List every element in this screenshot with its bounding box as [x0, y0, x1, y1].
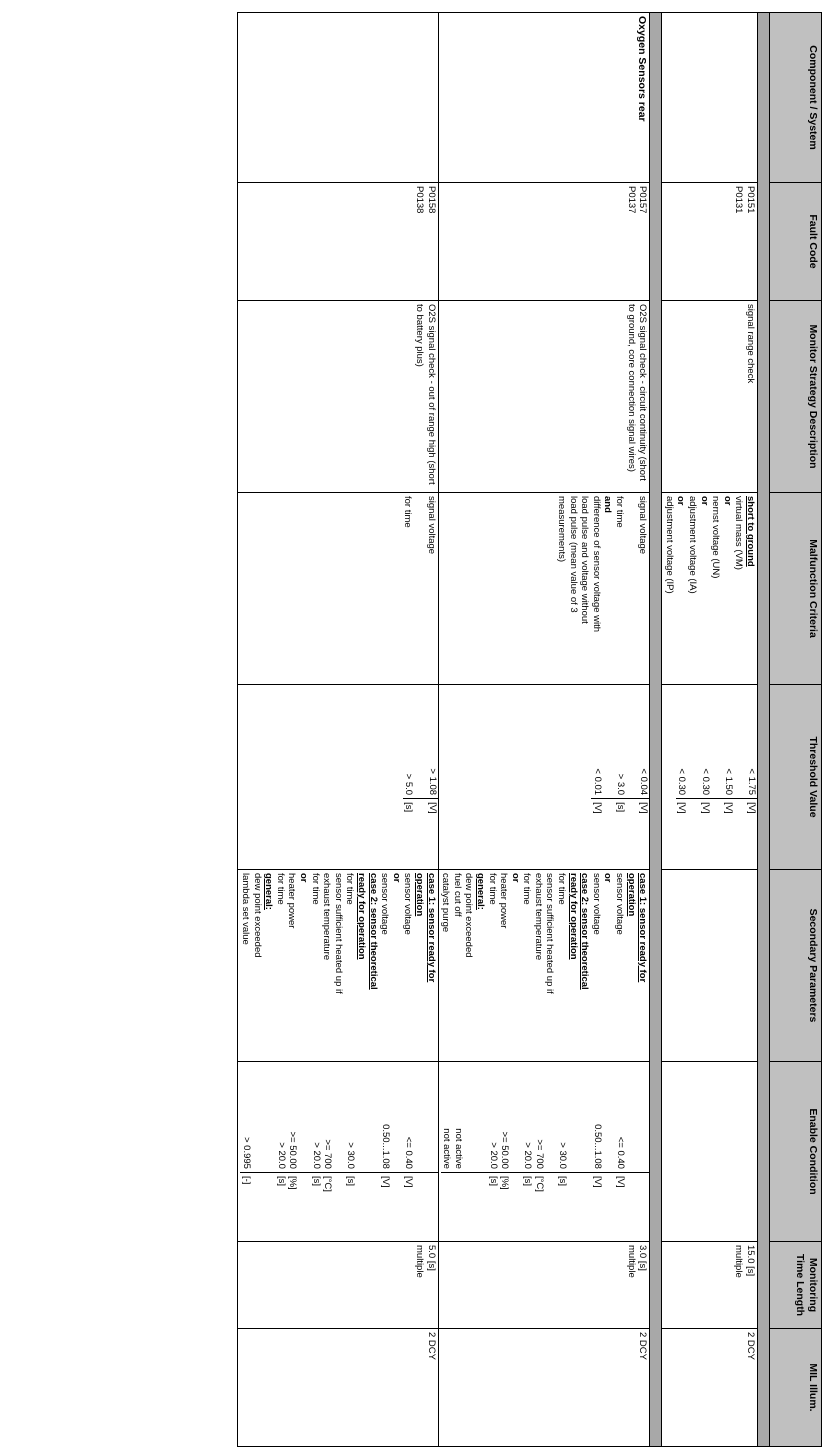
fault-code-cell: [238, 183, 438, 301]
col-monitoring: Monitoring Time Length: [770, 1242, 822, 1329]
cell-line: [687, 685, 699, 795]
cell-line: [414, 685, 426, 795]
component-cell: [662, 13, 758, 183]
cell-line: signal voltage: [425, 496, 437, 555]
cell-line: [391, 1176, 403, 1241]
cell-line: 0.50...1.08: [380, 1124, 392, 1169]
cell-line: [426, 1062, 438, 1169]
enable-units: [240, 1173, 437, 1241]
cell-line: [264, 1062, 276, 1169]
criteria-cell: [238, 493, 438, 685]
cell-line: [356, 1176, 368, 1241]
col-component: Component / System: [770, 13, 822, 183]
cell-line: <= 0.40: [403, 1136, 415, 1169]
cell-line: P0157: [637, 186, 649, 214]
cell-line: > 20.0: [275, 1142, 287, 1169]
cell-line: <= 0.40: [615, 1136, 627, 1169]
enable-cell: [238, 1062, 438, 1242]
cell-line: [626, 802, 638, 869]
cell-line: [626, 685, 638, 795]
cell-line: P0151: [745, 186, 756, 214]
enable-units: [441, 1173, 650, 1241]
col-criteria: Malfunction Criteria: [770, 493, 822, 685]
obd-monitor-table: [237, 12, 822, 1447]
cell-line: operation: [413, 873, 425, 917]
col-secondary: Secondary Parameters: [770, 870, 822, 1062]
cell-line: [510, 1062, 522, 1169]
cell-line: [V]: [638, 802, 650, 814]
cell-line: [510, 1176, 522, 1241]
strategy-cell: O2S signal check - out of range high (short to battery plus): [238, 301, 438, 493]
threshold-units: [591, 799, 649, 869]
cell-line: for time: [274, 873, 286, 905]
cell-line: [V]: [615, 1175, 627, 1188]
cell-line: > 20.0: [487, 1142, 499, 1169]
cell-line: not active: [452, 1128, 464, 1169]
cell-line: [603, 1176, 615, 1241]
cell-line: for time: [521, 873, 533, 905]
cell-line: < 1.50: [722, 768, 734, 796]
cell-line: [°C]: [533, 1175, 545, 1192]
cell-line: 5.0 [s]: [425, 1245, 437, 1271]
cell-line: general:: [474, 873, 486, 910]
cell-line: > 20.0: [522, 1142, 534, 1169]
separator-row: [650, 13, 662, 1447]
cell-line: > 1.08: [426, 768, 438, 796]
cell-line: [356, 1062, 368, 1169]
cell-line: or: [698, 496, 710, 506]
cell-line: or: [390, 873, 402, 883]
cell-line: [298, 1176, 310, 1241]
cell-line: [264, 1176, 276, 1241]
mil-cell: 2 DCY: [662, 1329, 758, 1447]
col-mil: MIL Illum.: [770, 1329, 822, 1447]
cell-line: nernst voltage (UN): [710, 496, 722, 579]
cell-line: > 0.995: [241, 1137, 253, 1169]
threshold-split: [591, 685, 649, 869]
threshold-values: [676, 685, 757, 799]
cell-line: [%]: [287, 1175, 299, 1190]
secondary-cell: [662, 870, 758, 1062]
cell-line: [734, 802, 746, 869]
fault-code-cell: [438, 183, 650, 301]
cell-line: multiple: [733, 1245, 745, 1278]
cell-line: [625, 496, 637, 681]
cell-line: or: [509, 873, 521, 883]
separator-row: [758, 13, 770, 1447]
cell-line: for time: [486, 873, 498, 905]
cell-line: >= 50.00: [287, 1131, 299, 1169]
cell-line: [687, 802, 699, 869]
component-cell: [238, 13, 438, 183]
col-strategy: Monitor Strategy Description: [770, 301, 822, 493]
cell-line: [734, 685, 746, 795]
cell-line: [°C]: [322, 1175, 334, 1192]
cell-line: exhaust temperature: [532, 873, 544, 961]
table-row: [238, 13, 438, 1447]
enable-values: [240, 1062, 437, 1173]
cell-line: P0137: [625, 186, 637, 214]
threshold-units: [676, 799, 757, 869]
threshold-cell: [662, 685, 758, 870]
cell-line: [368, 1176, 380, 1241]
cell-line: [s]: [275, 1175, 287, 1186]
monitoring-cell: [438, 1242, 650, 1329]
enable-values: [441, 1062, 650, 1173]
cell-line: [V]: [676, 802, 688, 814]
cell-line: [580, 1062, 592, 1169]
table-row: [438, 13, 650, 1447]
cell-line: [V]: [722, 802, 734, 814]
strategy-cell: signal range check: [662, 301, 758, 493]
cell-line: [603, 802, 615, 869]
threshold-values: [403, 685, 438, 799]
cell-line: ready for operation: [567, 873, 579, 960]
cell-line: adjustment voltage (IP): [663, 496, 675, 594]
fault-code-cell: [662, 183, 758, 301]
threshold-split: [676, 685, 757, 869]
cell-line: for time: [556, 873, 568, 905]
mil-cell: 2 DCY: [438, 1329, 650, 1447]
threshold-cell: [238, 685, 438, 870]
cell-line: [638, 1062, 650, 1169]
cell-line: < 0.30: [676, 768, 688, 796]
cell-line: [711, 802, 723, 869]
cell-line: multiple: [625, 1245, 637, 1278]
cell-line: P0158: [425, 186, 437, 214]
cell-line: [V]: [699, 802, 711, 814]
cell-line: sensor voltage: [590, 873, 602, 935]
threshold-units: [403, 799, 438, 869]
separator-cell: [650, 13, 662, 1447]
cell-line: < 0.04: [638, 768, 650, 796]
enable-cell: [438, 1062, 650, 1242]
header-row: [770, 13, 822, 1447]
cell-line: adjustment voltage (IA): [687, 496, 699, 594]
cell-line: virtual mass (VM): [733, 496, 745, 570]
cell-line: 15.0 [s]: [745, 1245, 756, 1277]
enable-split: [441, 1062, 650, 1241]
cell-line: [V]: [403, 1175, 415, 1188]
cell-line: [V]: [591, 1175, 603, 1188]
cell-line: [711, 685, 723, 795]
cell-line: [464, 1176, 476, 1241]
cell-line: [V]: [746, 802, 757, 814]
cell-line: [333, 1062, 345, 1169]
cell-line: [252, 1176, 264, 1241]
cell-line: heater power: [498, 873, 510, 929]
cell-line: catalyst purge: [440, 873, 452, 933]
cell-line: operation: [625, 873, 637, 917]
component-cell: Oxygen Sensors rear: [438, 13, 650, 183]
cell-line: difference of sensor voltage with: [590, 496, 602, 633]
cell-line: [V]: [591, 802, 603, 814]
cell-line: measurements): [556, 496, 568, 562]
cell-line: [626, 1176, 638, 1241]
cell-line: signal voltage: [637, 496, 649, 555]
cell-line: short to ground: [745, 496, 756, 567]
cell-line: [391, 1062, 403, 1169]
col-enable: Enable Condition: [770, 1062, 822, 1242]
cell-line: for time: [402, 496, 414, 528]
cell-line: > 20.0: [310, 1142, 322, 1169]
cell-line: fuel cut off: [451, 873, 463, 917]
cell-line: general:: [263, 873, 275, 910]
cell-line: sensor sufficient heated up if: [332, 873, 344, 994]
cell-line: ready for operation: [356, 873, 367, 960]
cell-line: dew point exceeded: [251, 873, 263, 958]
cell-line: sensor voltage: [402, 873, 414, 935]
secondary-cell: [438, 870, 650, 1062]
cell-line: or: [602, 873, 614, 883]
cell-line: or: [721, 496, 733, 506]
cell-line: load pulse (mean value of 3: [567, 496, 579, 613]
cell-line: [426, 1176, 438, 1241]
secondary-cell: [238, 870, 438, 1062]
cell-line: case 2: sensor theoretical: [579, 873, 591, 990]
cell-line: sensor voltage: [614, 873, 626, 935]
cell-line: [475, 1062, 487, 1169]
criteria-cell: [438, 493, 650, 685]
cell-line: multiple: [413, 1245, 425, 1278]
cell-line: [414, 1062, 426, 1169]
cell-line: [441, 1176, 453, 1241]
cell-line: for time: [344, 873, 356, 905]
cell-line: heater power: [286, 873, 298, 929]
cell-line: [568, 1176, 580, 1241]
cell-line: [603, 1062, 615, 1169]
cell-line: or: [675, 496, 687, 506]
cell-line: 3.0 [s]: [637, 1245, 649, 1271]
cell-line: [638, 1176, 650, 1241]
threshold-split: [403, 685, 438, 869]
cell-line: [626, 1062, 638, 1169]
cell-line: [s]: [615, 802, 627, 813]
cell-line: [%]: [499, 1175, 511, 1190]
monitoring-cell: [662, 1242, 758, 1329]
cell-line: [545, 1062, 557, 1169]
col-fault-code: Fault Code: [770, 183, 822, 301]
cell-line: [s]: [403, 802, 415, 813]
cell-line: > 5.0: [403, 773, 415, 796]
cell-line: [298, 1062, 310, 1169]
cell-line: > 30.0: [557, 1142, 569, 1169]
col-threshold: Threshold Value: [770, 685, 822, 870]
cell-line: [V]: [426, 802, 438, 814]
cell-line: [-]: [241, 1175, 253, 1185]
cell-line: [s]: [487, 1175, 499, 1186]
cell-line: [603, 685, 615, 795]
separator-cell: [758, 13, 770, 1447]
cell-line: < 1.75: [746, 768, 757, 796]
mil-cell: 2 DCY: [238, 1329, 438, 1447]
cell-line: [s]: [557, 1175, 569, 1186]
cell-line: [414, 1176, 426, 1241]
cell-line: case 2: sensor theoretical: [367, 873, 379, 990]
cell-line: sensor voltage: [379, 873, 391, 935]
strategy-cell: O2S signal check - circuit continuity (short to ground, core connection signal wires): [438, 301, 650, 493]
cell-line: not active: [441, 1128, 453, 1169]
cell-line: for time: [309, 873, 321, 905]
cell-line: or: [298, 873, 310, 883]
threshold-values: [591, 685, 649, 799]
cell-line: dew point exceeded: [463, 873, 475, 958]
cell-line: > 30.0: [345, 1142, 357, 1169]
table-row: [662, 13, 758, 1447]
cell-line: [s]: [310, 1175, 322, 1186]
enable-cell: [662, 1062, 758, 1242]
monitoring-cell: [238, 1242, 438, 1329]
cell-line: [580, 1176, 592, 1241]
cell-line: < 0.30: [699, 768, 711, 796]
cell-line: sensor sufficient heated up if: [544, 873, 556, 994]
cell-line: [368, 1062, 380, 1169]
cell-line: [475, 1176, 487, 1241]
cell-line: < 0.01: [591, 768, 603, 796]
cell-line: case 1: sensor ready for: [637, 873, 649, 983]
cell-line: for time: [614, 496, 626, 528]
cell-line: P0138: [413, 186, 425, 214]
cell-line: [545, 1176, 557, 1241]
cell-line: exhaust temperature: [321, 873, 333, 961]
cell-line: [464, 1062, 476, 1169]
cell-line: [414, 802, 426, 869]
cell-line: 0.50...1.08: [591, 1124, 603, 1169]
cell-line: [452, 1176, 464, 1241]
cell-line: >= 50.00: [499, 1131, 511, 1169]
cell-line: > 3.0: [615, 773, 627, 796]
cell-line: case 1: sensor ready for: [425, 873, 437, 983]
cell-line: >= 700: [533, 1139, 545, 1169]
cell-line: [s]: [522, 1175, 534, 1186]
cell-line: [568, 1062, 580, 1169]
cell-line: load pulse and voltage without: [579, 496, 591, 624]
cell-line: and: [602, 496, 614, 513]
cell-line: >= 700: [322, 1139, 334, 1169]
cell-line: [V]: [380, 1175, 392, 1188]
threshold-cell: [438, 685, 650, 870]
cell-line: lambda set value: [240, 873, 252, 945]
cell-line: [s]: [345, 1175, 357, 1186]
cell-line: [333, 1176, 345, 1241]
cell-line: P0131: [733, 186, 745, 214]
cell-line: [252, 1062, 264, 1169]
enable-split: [240, 1062, 437, 1241]
criteria-cell: [662, 493, 758, 685]
cell-line: [413, 496, 425, 681]
